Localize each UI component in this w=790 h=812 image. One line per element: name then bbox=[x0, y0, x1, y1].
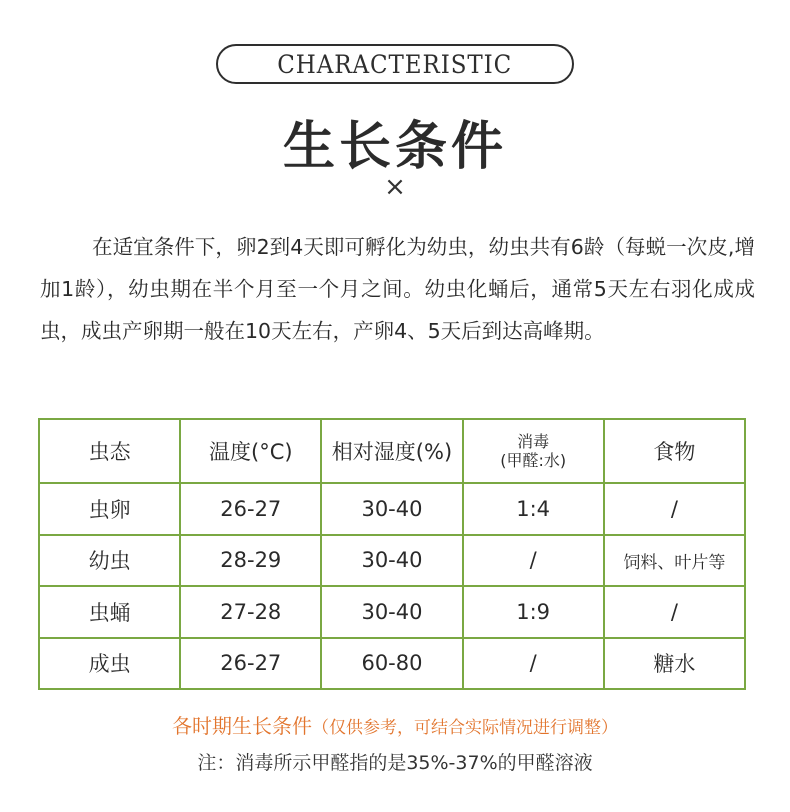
cell-stage: 幼虫 bbox=[39, 535, 180, 586]
cell-disinfection: / bbox=[463, 638, 604, 689]
header-disinfection-label: 消毒 bbox=[517, 432, 550, 452]
table-caption-subtitle: （仅供参考，可结合实际情况进行调整） bbox=[312, 718, 618, 738]
cell-food: 糖水 bbox=[604, 638, 745, 689]
cell-disinfection: / bbox=[463, 535, 604, 586]
cell-disinfection: 1:9 bbox=[463, 586, 604, 637]
cell-humidity: 30-40 bbox=[321, 535, 462, 586]
header-humidity: 相对湿度(%) bbox=[321, 419, 462, 483]
cell-food: 饲料、叶片等 bbox=[604, 535, 745, 586]
header-disinfection-ratio: (甲醛:水) bbox=[500, 451, 567, 471]
table-row bbox=[39, 483, 745, 534]
cell-stage: 成虫 bbox=[39, 638, 180, 689]
separator-mark: × bbox=[384, 172, 406, 202]
cell-stage: 虫蛹 bbox=[39, 586, 180, 637]
header-food: 食物 bbox=[604, 419, 745, 483]
header-stage: 虫态 bbox=[39, 419, 180, 483]
cell-disinfection: 1:4 bbox=[463, 483, 604, 534]
cell-temperature: 27-28 bbox=[180, 586, 321, 637]
cell-food: / bbox=[604, 483, 745, 534]
footnote: 注：消毒所示甲醛指的是35%-37%的甲醛溶液 bbox=[197, 752, 593, 774]
table-row bbox=[39, 638, 745, 689]
cell-humidity: 30-40 bbox=[321, 586, 462, 637]
header-temperature: 温度(°C) bbox=[180, 419, 321, 483]
cell-stage: 虫卵 bbox=[39, 483, 180, 534]
cell-temperature: 26-27 bbox=[180, 638, 321, 689]
cell-humidity: 30-40 bbox=[321, 483, 462, 534]
cell-temperature: 26-27 bbox=[180, 483, 321, 534]
page-title: 生长条件 bbox=[282, 116, 507, 177]
table-header-row bbox=[39, 419, 745, 483]
header-disinfection bbox=[463, 419, 604, 483]
table-caption bbox=[0, 710, 790, 739]
cell-food: / bbox=[604, 586, 745, 637]
characteristic-text: CHARACTERISTIC bbox=[277, 49, 513, 79]
growth-conditions-table bbox=[38, 418, 746, 690]
table-caption-title: 各时期生长条件 bbox=[172, 714, 312, 738]
cell-temperature: 28-29 bbox=[180, 535, 321, 586]
characteristic-label bbox=[216, 44, 574, 84]
cell-humidity: 60-80 bbox=[321, 638, 462, 689]
intro-paragraph: 在适宜条件下，卵2到4天即可孵化为幼虫，幼虫共有6龄（每蜕一次皮,增加1龄），幼虫期在半个月至一个月之间。幼虫化蛹后，通常5天左右羽化成成虫，成虫产卵期一般在10天左右，产卵4、5天后到达高峰期。 bbox=[40, 235, 755, 343]
table-row bbox=[39, 586, 745, 637]
table-row bbox=[39, 535, 745, 586]
